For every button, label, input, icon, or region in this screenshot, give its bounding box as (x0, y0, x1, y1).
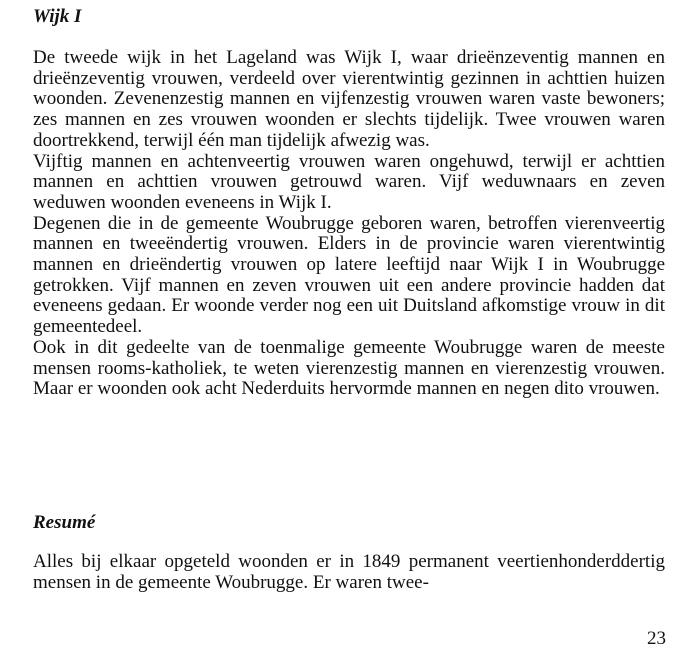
section-heading-wijk-i: Wijk I (33, 6, 82, 27)
paragraph: Degenen die in de gemeente Woubrugge geboren waren, betroffen vierenveertig mannen en tweeëndertig vrouwen. Elders in de provincie waren vierentwintig mannen en drieëndertig vrouwen op latere leeftijd naar Wijk I in Woubrugge getrokken. Vijf mannen en zeven vrouwen uit een andere provincie hadden dat eveneens gedaan. Er woonde verder nog een uit Duitsland afkomstige vrouw in dit gemeentedeel. (33, 212, 665, 338)
page-number: 23 (647, 628, 666, 649)
section-body-wijk-i (33, 48, 665, 400)
paragraph: Alles bij elkaar opgeteld woonden er in 1849 permanent veertienhonderddertig mensen in de gemeente Woubrugge. Er waren twee- (33, 551, 665, 593)
section-body-resume (33, 552, 665, 593)
paragraph: De tweede wijk in het Lageland was Wijk I, waar drieënzeventig mannen en drieënzeventig vrouwen, verdeeld over vierentwintig gezinnen in achttien huizen woonden. Zevenenzestig mannen en vijfenzestig vrouwen waren vaste bewoners; zes mannen en zes vrouwen woonden er slechts tijdelijk. Twee vrouwen waren doortrekkend, terwijl één man tijdelijk afwezig was. (33, 47, 665, 151)
paragraph: Vijftig mannen en achtenveertig vrouwen waren ongehuwd, terwijl er achttien mannen en achttien vrouwen getrouwd waren. Vijf weduwnaars en zeven weduwen woonden eveneens in Wijk I. (33, 150, 665, 213)
paragraph: Ook in dit gedeelte van de toenmalige gemeente Woubrugge waren de meeste mensen rooms-katholiek, te weten vierenzestig mannen en vierenzestig vrouwen. Maar er woonden ook acht Nederduits hervormde mannen en negen dito vrouwen. (33, 336, 665, 400)
section-heading-resume: Resumé (33, 512, 96, 533)
